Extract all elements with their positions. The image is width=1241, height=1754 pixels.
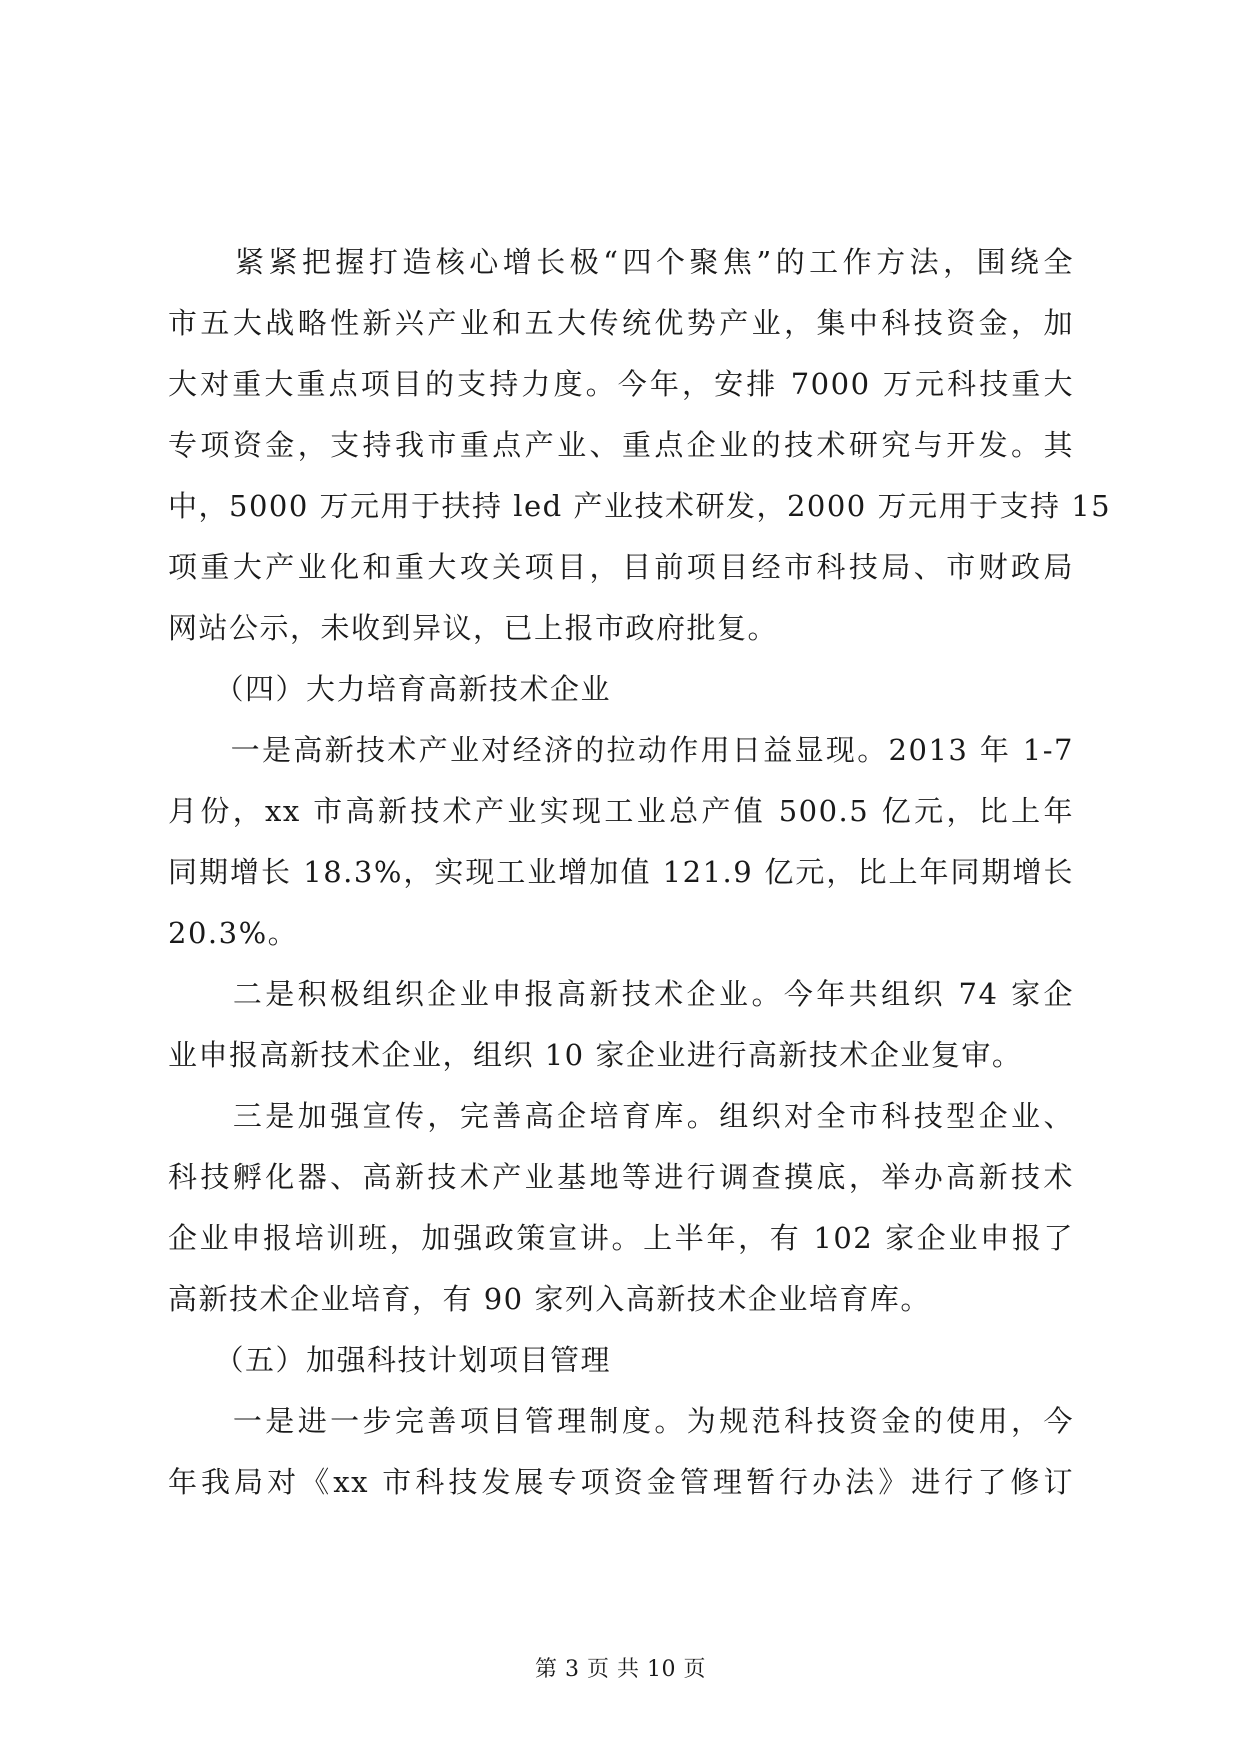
text-line: 科技孵化器、高新技术产业基地等进行调查摸底，举办高新技术 <box>168 1160 1074 1194</box>
text-line: 市五大战略性新兴产业和五大传统优势产业，集中科技资金，加 <box>168 306 1074 340</box>
section-heading: （五）加强科技计划项目管理 <box>168 1343 612 1377</box>
text-line: 紧紧把握打造核心增长极“四个聚焦”的工作方法，围绕全 <box>168 245 1074 279</box>
text-line: 大对重大重点项目的支持力度。今年，安排 7000 万元科技重大 <box>168 367 1074 401</box>
text-line: 年我局对《xx 市科技发展专项资金管理暂行办法》进行了修订 <box>168 1465 1074 1499</box>
text-line: 业申报高新技术企业，组织 10 家企业进行高新技术企业复审。 <box>168 1038 1023 1072</box>
text-line: 项重大产业化和重大攻关项目，目前项目经市科技局、市财政局 <box>168 550 1074 584</box>
section-heading: （四）大力培育高新技术企业 <box>168 672 612 706</box>
text-line: 网站公示，未收到异议，已上报市政府批复。 <box>168 611 779 645</box>
text-line: 一是进一步完善项目管理制度。为规范科技资金的使用，今 <box>168 1404 1074 1438</box>
text-line: 一是高新技术产业对经济的拉动作用日益显现。2013 年 1-7 <box>168 733 1074 767</box>
text-line: 三是加强宣传，完善高企培育库。组织对全市科技型企业、 <box>168 1099 1074 1133</box>
text-line: 二是积极组织企业申报高新技术企业。今年共组织 74 家企 <box>168 977 1074 1011</box>
text-line: 20.3%。 <box>168 916 299 950</box>
text-line: 高新技术企业培育，有 90 家列入高新技术企业培育库。 <box>168 1282 931 1316</box>
body-text <box>168 232 1112 1513</box>
text-line: 企业申报培训班，加强政策宣讲。上半年，有 102 家企业申报了 <box>168 1221 1074 1255</box>
page-number-footer: 第 3 页 共 10 页 <box>535 1657 706 1682</box>
text-line: 专项资金，支持我市重点产业、重点企业的技术研究与开发。其 <box>168 428 1074 462</box>
text-line: 月份，xx 市高新技术产业实现工业总产值 500.5 亿元，比上年 <box>168 794 1074 828</box>
text-line: 同期增长 18.3%，实现工业增加值 121.9 亿元，比上年同期增长 <box>168 855 1074 889</box>
text-line: 中，5000 万元用于扶持 led 产业技术研发，2000 万元用于支持 15 <box>168 489 1112 523</box>
